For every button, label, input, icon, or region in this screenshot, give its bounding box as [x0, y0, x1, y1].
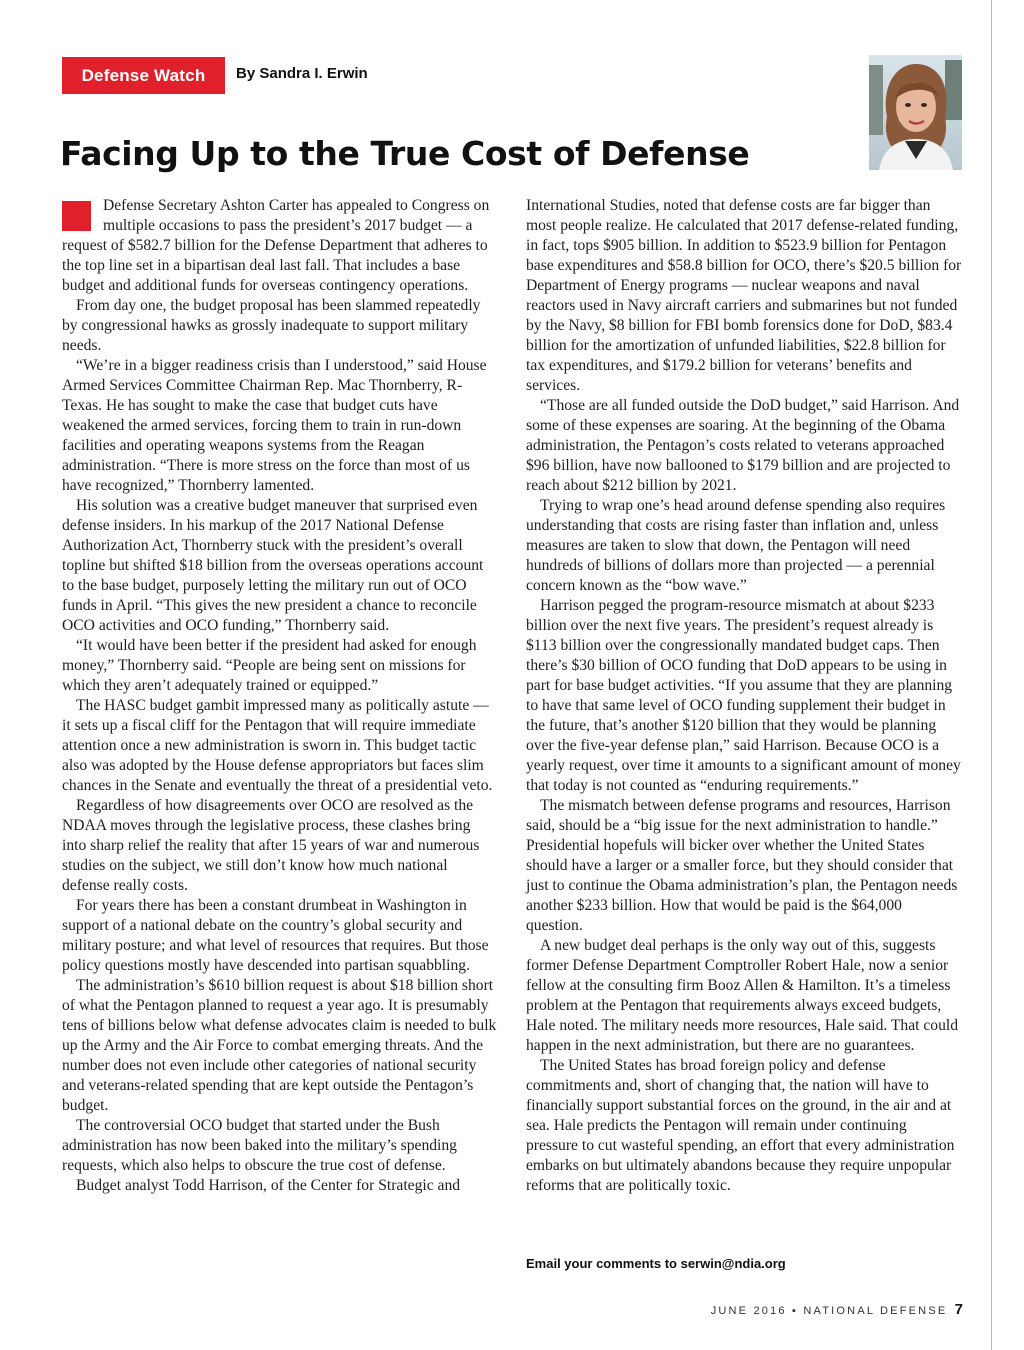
paragraph: Budget analyst Todd Harrison, of the Center for Strategic and [76, 1177, 461, 1194]
paragraph: The controversial OCO budget that started under the Bush administration has now been baked into the military’s spending requests, which also helps to obscure the true cost of defense. [62, 1117, 457, 1174]
paragraph: International Studies, noted that defense costs are far bigger than most people realize. He calculated that 2017 defense-related funding, in fact, tops $905 billion. In addition to $523.9 billion for Pentagon base expenditures and $58.8 billion for OCO, there’s $20.5 billion for Department of Energy programs — nuclear weapons and naval reactors used in Navy aircraft carriers and submarines but not funded by the Navy, $8 billion for FBI bomb forensics done for DoD, $83.4 billion for the amortization of unfunded liabilities, $22.8 billion for tax expenditures, and $179.2 billion for veterans’ benefits and services. [526, 197, 962, 394]
paragraph: Regardless of how disagreements over OCO are resolved as the NDAA moves through the legislative process, these clashes bring into sharp relief the reality that after 15 years of war and numerous studies on the subject, we still don’t know how much national defense really costs. [62, 797, 480, 894]
paragraph: “Those are all funded outside the DoD budget,” said Harrison. And some of these expenses are soaring. At the beginning of the Obama administration, the Pentagon’s costs related to veterans approached $96 billion, have now ballooned to $179 billion and are projected to reach about $212 billion by 2021. [526, 397, 960, 494]
footer-publication: NATIONAL DEFENSE [803, 1305, 948, 1317]
paragraph: “It would have been better if the president had asked for enough money,” Thornberry said. “People are being sent on missions for which they aren’t adequately trained or equipped.” [62, 637, 477, 694]
paragraph: Defense Secretary Ashton Carter has appealed to Congress on multiple occasions to pass the president’s 2017 budget — a request of $582.7 billion for the Defense Department that adheres to the top line set in a bipartisan deal last fall. That includes a base budget and additional funds for overseas contingency operations. [62, 197, 490, 294]
headline: Facing Up to the True Cost of Defense [60, 134, 750, 173]
paragraph: From day one, the budget proposal has been slammed repeatedly by congressional hawks as grossly inadequate to support military needs. [62, 297, 481, 354]
byline: By Sandra I. Erwin [236, 65, 368, 82]
drop-cap-marker [62, 201, 91, 231]
section-tag: Defense Watch [62, 57, 225, 94]
page-edge-rule [991, 0, 992, 1350]
paragraph: The mismatch between defense programs and resources, Harrison said, should be a “big issue for the next administration to handle.” Presidential hopefuls will bicker over whether the United States should have a larger or a smaller force, but they should consider that just to continue the Obama administration’s plan, the Pentagon needs another $233 billion. How that would be paid is the $64,000 question. [526, 797, 958, 934]
author-portrait-image [869, 55, 962, 170]
page-footer [700, 1301, 963, 1318]
footer-issue: JUNE 2016 [710, 1305, 787, 1317]
page-number: 7 [954, 1301, 963, 1318]
paragraph: “We’re in a bigger readiness crisis than I understood,” said House Armed Services Committee Chairman Rep. Mac Thornberry, R-Texas. He has sought to make the case that budget cuts have weakened the armed services, forcing them to train in run-down facilities and operating weapons systems from the Reagan administration. “There is more stress on the force than most of us have recognized,” Thornberry lamented. [62, 357, 487, 494]
author-photo [869, 55, 962, 170]
article-column-1 [62, 196, 498, 1196]
paragraph: The United States has broad foreign policy and defense commitments and, short of changing that, the nation will have to financially support substantial forces on the ground, in the air and at sea. Hale predicts the Pentagon will remain under continuing pressure to cut wasteful spending, an effort that every administration embarks on but ultimately abandons because they require unpopular reforms that are politically toxic. [526, 1057, 955, 1194]
email-comments-line: Email your comments to serwin@ndia.org [526, 1256, 786, 1271]
paragraph: Harrison pegged the program-resource mismatch at about $233 billion over the next five years. The president’s request already is $113 billion over the congressionally mandated budget caps. Then there’s $30 billion of OCO funding that DoD appears to be using in part for base budget activities. “If you assume that they are planning to have that same level of OCO funding supplement their budget in the future, that’s another $120 billion that they would be planning over the five-year defense plan,” said Harrison. Because OCO is a yearly request, over time it amounts to a significant amount of money that today is not counted as “enduring requirements.” [526, 597, 961, 794]
footer-separator: ▪ [792, 1305, 799, 1317]
paragraph: Trying to wrap one’s head around defense spending also requires understanding that costs are rising faster than inflation and, unless measures are taken to slow that down, the Pentagon will need hundreds of billions of dollars more than projected — a perennial concern known as the “bow wave.” [526, 497, 946, 594]
paragraph: His solution was a creative budget maneuver that surprised even defense insiders. In his markup of the 2017 National Defense Authorization Act, Thornberry stuck with the president’s overall topline but shifted $18 billion from the overseas operations account to the base budget, purposely letting the military run out of OCO funds in April. “This gives the new president a chance to reconcile OCO activities and OCO funding,” Thornberry said. [62, 497, 484, 634]
paragraph: The HASC budget gambit impressed many as politically astute — it sets up a fiscal cliff for the Pentagon that will require immediate attention once a new administration is sworn in. This budget tactic also was adopted by the House defense appropriators but faces slim chances in the Senate and eventually the threat of a presidential veto. [62, 697, 493, 794]
paragraph: For years there has been a constant drumbeat in Washington in support of a national debate on the country’s global security and military posture; and what level of resources that requires. But those policy questions mostly have descended into partisan squabbling. [62, 897, 489, 974]
paragraph: The administration’s $610 billion request is about $18 billion short of what the Pentagon planned to request a year ago. It is presumably tens of billions below what defense advocates claim is needed to bulk up the Army and the Air Force to combat emerging threats. And the number does not even include other categories of national security and veterans-related spending that are kept outside the Pentagon’s budget. [62, 977, 497, 1114]
article-column-2 [526, 196, 962, 1196]
paragraph: A new budget deal perhaps is the only way out of this, suggests former Defense Department Comptroller Robert Hale, now a senior fellow at the consulting firm Booz Allen & Hamilton. It’s a timeless problem at the Pentagon that requirements always exceed budgets, Hale noted. The military needs more resources, Hale said. That could happen in the next administration, but there are no guarantees. [526, 937, 959, 1054]
